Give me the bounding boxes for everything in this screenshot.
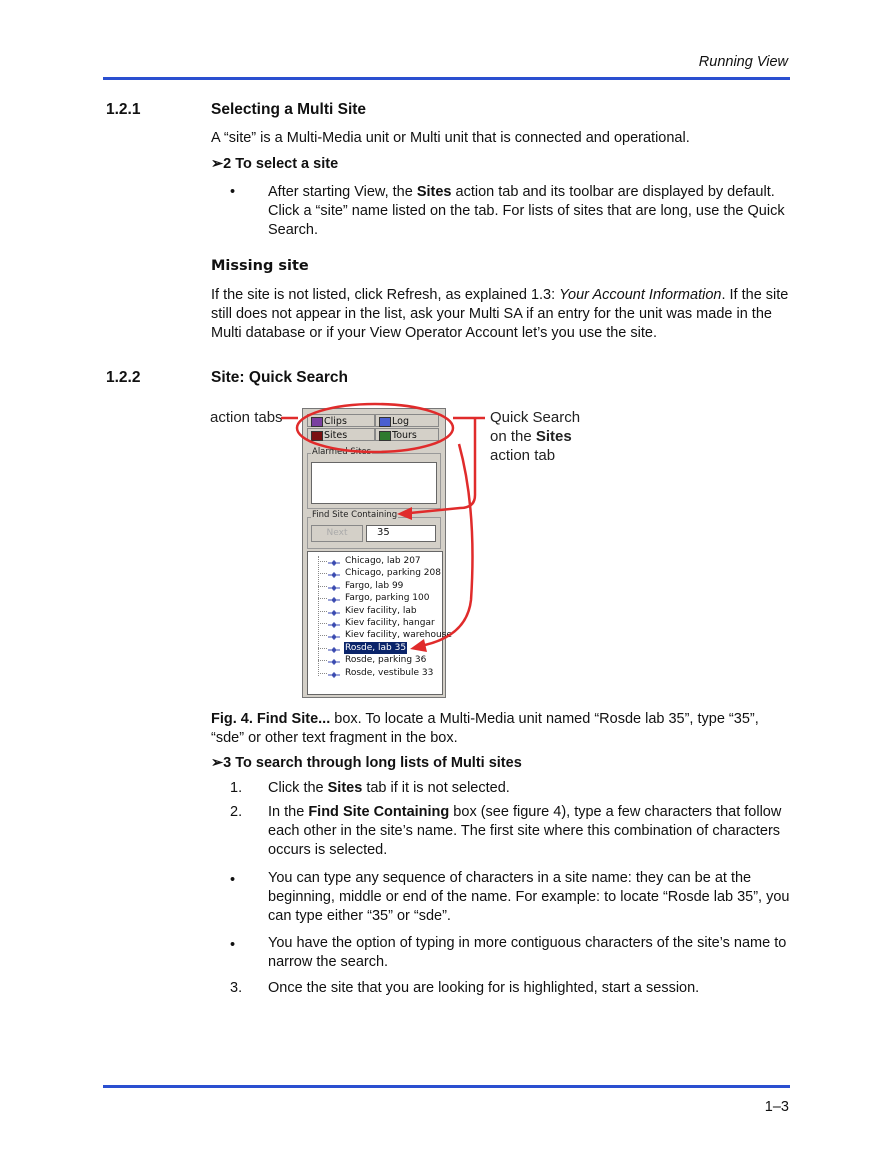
tabs-ellipse xyxy=(297,404,453,452)
tab-sites[interactable]: Sites xyxy=(307,428,375,441)
header-rule xyxy=(103,77,790,80)
callout-quick-search: Quick Search on the Sites action tab xyxy=(490,409,581,464)
tab-clips[interactable]: Clips xyxy=(307,414,375,427)
site-name: Rosde, lab 35 xyxy=(345,642,407,653)
list-number: 3. xyxy=(230,980,243,996)
list-item-text: Click the Sites tab if it is not selected. xyxy=(268,780,510,796)
figure-caption: Fig. 4. Find Site... box. To locate a Multi-Media unit named “Rosde lab 35”, type “35”, “sde” or other text fragment in the box. xyxy=(211,711,759,746)
callout-action-tabs: action tabs xyxy=(210,409,283,426)
bullet: • xyxy=(230,184,236,200)
callout-overlay xyxy=(205,400,595,700)
site-name: Rosde, parking 36 xyxy=(345,655,427,666)
site-name: Kiev facility, lab xyxy=(345,605,417,616)
list-item-text: Once the site that you are looking for is highlighted, start a session. xyxy=(268,980,700,996)
running-header: Running View xyxy=(698,54,788,70)
missing-site-heading: Missing site xyxy=(211,258,309,274)
bullet-text: You can type any sequence of characters in a site name: they can be at the beginning, middle or end of the name. For example: to locate “Rosde lab 35”, you can type either “35” or “sde”. xyxy=(268,870,790,924)
list-item-text: In the Find Site Containing box (see figure 4), type a few characters that follow each other in the site’s name. The first site where this combination of characters occurs is selected. xyxy=(268,804,782,858)
bullet-text: After starting View, the Sites action tab and its toolbar are displayed by default. Click a “site” name listed on the tab. For lists of sites that are long, use the Quick Search. xyxy=(268,184,785,238)
list-number: 1. xyxy=(230,780,243,796)
page-number: 1–3 xyxy=(764,1099,789,1115)
step-heading: ➢3 To search through long lists of Multi sites xyxy=(211,755,522,771)
list-number: 2. xyxy=(230,804,243,820)
tab-tours[interactable]: Tours xyxy=(375,428,439,441)
site-name: Rosde, vestibule 33 xyxy=(345,667,434,678)
missing-site-paragraph: If the site is not listed, click Refresh, as explained 1.3: Your Account Information. If the site still does not appear in the list, ask your Multi SA if an entry for the unit was made in the Multi database or if your View Operator Account let’s you use the site. xyxy=(211,287,789,341)
site-name: Chicago, parking 208 xyxy=(345,568,441,579)
section-number: 1.2.1 xyxy=(106,101,141,118)
search-input[interactable]: 35 xyxy=(366,525,436,542)
site-name: Kiev facility, hangar xyxy=(345,618,435,628)
site-name: Chicago, lab 207 xyxy=(345,556,421,566)
next-button[interactable]: Next xyxy=(311,525,363,542)
tab-log[interactable]: Log xyxy=(375,414,439,427)
site-name: Fargo, parking 100 xyxy=(345,593,430,604)
section-title: Selecting a Multi Site xyxy=(211,101,367,118)
find-arrow-head xyxy=(397,507,412,520)
bullet: • xyxy=(230,937,236,953)
list-arrow-path xyxy=(425,444,473,645)
site-name: Fargo, lab 99 xyxy=(345,580,404,591)
list-arrow-head xyxy=(410,639,427,652)
bullet: • xyxy=(230,872,236,888)
alarmed-sites-label: Alarmed Sites xyxy=(312,447,372,457)
section-title: Site: Quick Search xyxy=(211,369,348,386)
step-heading: ➢2 To select a site xyxy=(211,156,339,172)
find-site-figure xyxy=(205,400,595,700)
footer-rule xyxy=(103,1085,790,1088)
section-number: 1.2.2 xyxy=(106,369,141,386)
bullet-text: You have the option of typing in more contiguous characters of the site’s name to narrow the search. xyxy=(268,935,787,970)
intro-paragraph: A “site” is a Multi-Media unit or Multi unit that is connected and operational. xyxy=(211,130,690,146)
find-site-label: Find Site Containing xyxy=(312,510,398,520)
site-name: Kiev facility, warehouse xyxy=(345,630,452,641)
